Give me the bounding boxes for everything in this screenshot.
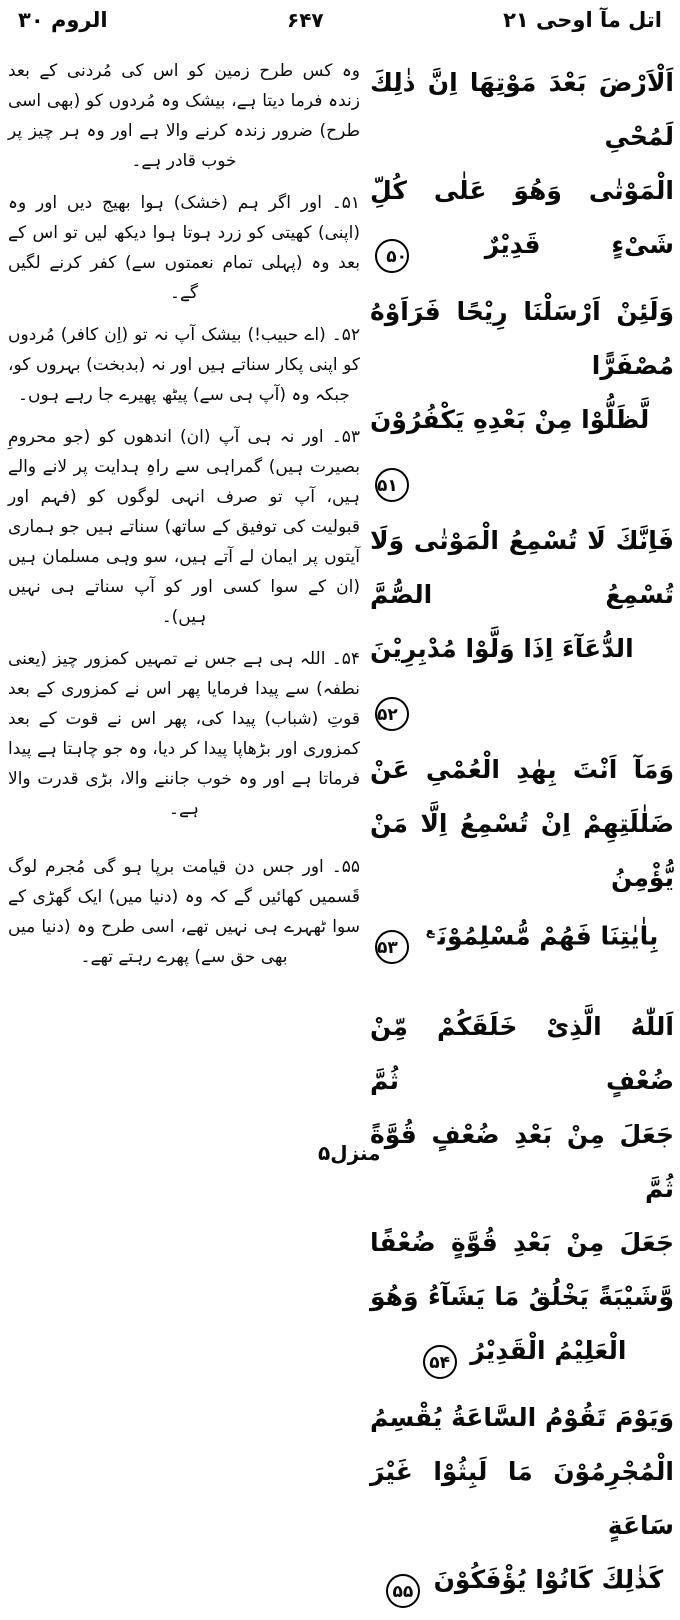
- page-header: [0, 0, 680, 32]
- urdu-translation-column: [8, 56, 360, 1620]
- verse-line: جَعَلَ مِنْ بَعْدِ ضُعْفٍ قُوَّةً ثُمَّ: [370, 1120, 674, 1204]
- juz-label: اتل مآ اوحی ۲۱: [503, 8, 662, 32]
- translation-paragraph-54: ۵۴۔ اللہ ہی ہے جس نے تمہیں کمزور چیز (یعنی نطفہ) سے پیدا فرمایا پھر اس نے کمزوری کے بعد قوتِ (شباب) پیدا کی، پھر اس نے قوت کے بعد کمزوری اور بڑھاپا پیدا کر دیا، وہ جو چاہتا ہے پیدا فرماتا ہے اور وہ خوب جاننے والا، بڑی قدرت والا ہے۔: [8, 649, 360, 819]
- translation-paragraph-55: ۵۵۔ اور جس دن قیامت برپا ہو گی مُجرم لوگ قَسمیں کھائیں گے کہ وہ (دنیا میں) ایک گھڑی کے سوا ٹھہرے ہی نہیں تھے، اسی طرح وہ (دنیا میں بھی حق سے) پھرے رہتے تھے۔: [8, 857, 360, 967]
- page-number: ۶۴۷: [287, 8, 324, 32]
- verse-line: جَعَلَ مِنْ بَعْدِ قُوَّةٍ ضُعْفًا: [370, 1228, 674, 1258]
- verse-line: وَمَآ اَنْتَ بِهٰدِ الْعُمْیِ عَنْ: [370, 755, 674, 784]
- verse-line: وَّشَیْبَةً یَخْلُقُ مَا یَشَآءُ وَهُوَ: [370, 1282, 674, 1312]
- verse-number-badge: ۵۵: [386, 1574, 420, 1608]
- verse-line: الْمَوْتٰی وَهُوَ عَلٰی كُلِّ شَیْءٍ قَدِیْرٌ ۵۰: [370, 164, 674, 273]
- page-body: [0, 32, 680, 1620]
- verse-line: ضَلٰلَتِهِمْ اِنْ تُسْمِعُ اِلَّا مَنْ یُّؤْمِنُ: [370, 809, 674, 892]
- ruku-marker: ع: [425, 924, 435, 939]
- translation-paragraph-53: ۵۳۔ اور نہ ہی آپ (ان) اندھوں کو (جو محرومِ بصیرت ہیں) گمراہی سے راہِ ہدایت پر لانے والے ہیں، آپ تو صرف انہی لوگوں کو (فہم اور قبولیت کی توفیق کے ساتھ) سناتے ہیں جو ہماری آیتوں پر ایمان لے آتے ہیں، سو وہی مسلمان ہیں (ان کے سوا کسی اور کو آپ سناتے ہی نہیں ہیں)۔: [8, 427, 360, 627]
- verse-line: بِاٰیٰتِنَا فَهُمْ مُّسْلِمُوْنَ$^ع$ ۵۳: [370, 905, 674, 964]
- verse-number-badge: ۵۳: [375, 930, 409, 964]
- verse-line: لَّظَلُّوْا مِنْ بَعْدِهِ یَكْفُرُوْنَ ۵۱: [370, 393, 674, 502]
- surah-label: الروم ۳۰: [18, 8, 108, 32]
- verse-50: [370, 56, 674, 273]
- verse-number-badge: ۵۲: [375, 697, 409, 731]
- verse-line: كَذٰلِكَ كَانُوْا یُؤْفَكُوْنَ ۵۵: [370, 1553, 674, 1608]
- verse-number-badge: ۵۴: [423, 1345, 457, 1379]
- arabic-text-column: [370, 56, 674, 1620]
- verse-54: [370, 1000, 674, 1379]
- verse-53: [370, 743, 674, 964]
- verse-55: [370, 1391, 674, 1608]
- translation-paragraph-51: ۵۱۔ اور اگر ہم (خشک) ہوا بھیج دیں اور وہ (اپنی) کھیتی کو زرد ہوتا ہوا دیکھ لیں تو اس کے بعد وہ (پہلی تمام نعمتوں سے) کفر کرنے لگیں گے۔: [8, 193, 360, 303]
- verse-number-badge: ۵۰: [375, 239, 409, 273]
- verse-line: الْعَلِیْمُ الْقَدِیْرُ ۵۴: [370, 1324, 674, 1379]
- verse-line: اَللّٰهُ الَّذِیْ خَلَقَكُمْ مِّنْ ضُعْفٍ ثُمَّ: [370, 1012, 674, 1096]
- verse-line: وَلَئِنْ اَرْسَلْنَا رِیْحًا فَرَاَوْهُ مُصْفَرًّا: [370, 297, 674, 380]
- verse-line: الدُّعَآءَ اِذَا وَلَّوْا مُدْبِرِیْنَ ۵۲: [370, 622, 674, 731]
- verse-line: الْمُجْرِمُوْنَ مَا لَبِثُوْا غَیْرَ سَاعَةٍ: [370, 1457, 674, 1541]
- translation-paragraph-52: ۵۲۔ (اے حبیب!) بیشک آپ نہ تو (اِن کافر) مُردوں کو اپنی پکار سناتے ہیں اور نہ (بدبخت) بہروں کو، جبکہ وہ (آپ ہی سے) پیٹھ پھیرے جا رہے ہوں۔: [8, 325, 360, 405]
- verse-52: [370, 514, 674, 731]
- verse-number-badge: ۵۱: [375, 468, 409, 502]
- verse-line: وَیَوْمَ تَقُوْمُ السَّاعَةُ یُقْسِمُ: [370, 1403, 674, 1433]
- translation-paragraph-50: وہ کس طرح زمین کو اس کی مُردنی کے بعد زندہ فرما دیتا ہے، بیشک وہ مُردوں کو (بھی اسی طرح) ضرور زندہ کرنے والا ہے اور وہ ہر چیز پر خوب قادر ہے۔: [8, 61, 360, 171]
- verse-line: فَاِنَّكَ لَا تُسْمِعُ الْمَوْتٰی وَلَا تُسْمِعُ الصُّمَّ: [370, 526, 674, 609]
- verse-51: [370, 285, 674, 502]
- manzil-label: منزل۵: [318, 1141, 381, 1165]
- verse-line: اَلْاَرْضَ بَعْدَ مَوْتِهَا اِنَّ ذٰلِكَ لَمُحْیِ: [370, 68, 674, 151]
